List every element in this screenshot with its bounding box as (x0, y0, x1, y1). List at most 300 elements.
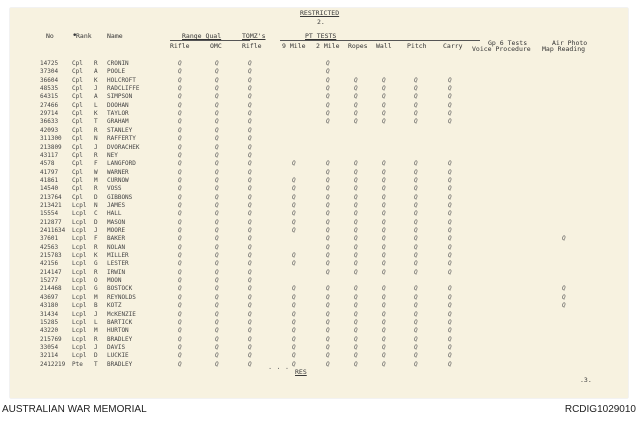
surname: MOORE (107, 227, 126, 234)
qualified-mark-nine: Q (292, 193, 296, 201)
qualified-mark-two: Q (326, 352, 330, 360)
surname: GIBBONS (107, 193, 133, 201)
qualified-mark-carry: Q (448, 352, 452, 360)
table-row (10, 110, 628, 118)
qualified-mark-pitch: Q (414, 310, 418, 318)
qualified-mark-pitch: Q (414, 93, 418, 101)
qualified-mark-omc: Q (215, 260, 219, 268)
col-header-map-reading: Map Reading (542, 45, 586, 53)
qualified-mark-tomz: Q (248, 160, 252, 168)
qualified-mark-omc: Q (215, 343, 219, 351)
qualified-mark-two: Q (326, 193, 330, 201)
qualified-mark-ropes: Q (354, 185, 358, 193)
surname: KOTZ (107, 302, 122, 310)
rank: Lcpl (72, 285, 87, 293)
qualified-mark-wall: Q (382, 293, 386, 301)
qualified-mark-rifle: Q (178, 218, 182, 226)
qualified-mark-pitch: Q (414, 360, 418, 368)
initial: F (94, 160, 98, 168)
qualified-mark-pitch: Q (414, 268, 418, 276)
qualified-mark-pitch: Q (414, 227, 418, 234)
qualified-mark-two: Q (326, 101, 330, 109)
document-sheet (10, 8, 628, 398)
qualified-mark-ropes: Q (354, 352, 358, 360)
surname: McKENZIE (107, 310, 136, 318)
qualified-mark-wall: Q (382, 252, 386, 260)
qualified-mark-ropes: Q (354, 243, 358, 251)
table-row (10, 361, 628, 369)
qualified-mark-carry: Q (448, 118, 452, 126)
table-row (10, 219, 628, 227)
qualified-mark-two: Q (326, 110, 330, 118)
qualified-mark-rifle: Q (178, 135, 182, 143)
qualified-mark-carry: Q (448, 193, 452, 201)
qualified-mark-carry: Q (448, 243, 452, 251)
surname: SIMPSON (107, 93, 133, 101)
qualified-mark-pitch: Q (414, 118, 418, 126)
qualified-mark-map: Q (562, 293, 566, 301)
table-row (10, 127, 628, 135)
surname: MASON (107, 218, 126, 226)
qualified-mark-carry: Q (448, 168, 452, 176)
rank: Cpl (72, 193, 83, 201)
service-number: 4578 (40, 160, 55, 168)
initial: M (94, 293, 98, 301)
qualified-mark-carry: Q (448, 360, 452, 368)
initial: R (94, 126, 98, 134)
qualified-mark-nine: Q (292, 160, 296, 168)
col-header-rank: Rank (76, 32, 92, 40)
qualified-mark-wall: Q (382, 185, 386, 193)
qualified-mark-omc: Q (215, 360, 219, 368)
qualified-mark-tomz: Q (248, 310, 252, 318)
qualified-mark-omc: Q (215, 68, 219, 76)
qualified-mark-omc: Q (215, 335, 219, 343)
qualified-mark-omc: Q (215, 310, 219, 318)
qualified-mark-ropes: Q (354, 118, 358, 126)
qualified-mark-omc: Q (215, 168, 219, 176)
qualified-mark-rifle: Q (178, 360, 182, 368)
initial: T (94, 118, 98, 126)
qualified-mark-omc: Q (215, 176, 219, 184)
qualified-mark-ropes: Q (354, 201, 358, 209)
initial: A (94, 93, 98, 101)
qualified-mark-ropes: Q (354, 318, 358, 326)
surname: LESTER (107, 260, 129, 268)
qualified-mark-omc: Q (215, 210, 219, 218)
col-header-tomz: TOMZ's (242, 32, 266, 40)
qualified-mark-ropes: Q (354, 343, 358, 351)
col-header-air-photo: Air Photo (552, 39, 588, 47)
rank: Lcpl (72, 302, 87, 310)
qualified-mark-omc: Q (215, 352, 219, 360)
rank: Lcpl (72, 252, 87, 260)
initial: F (94, 235, 98, 243)
table-row (10, 311, 628, 319)
table-row (10, 185, 628, 193)
qualified-mark-ropes: Q (354, 260, 358, 268)
rank: Pte (72, 360, 83, 368)
rank: Lcpl (72, 335, 87, 343)
rank: Cpl (72, 110, 83, 118)
qualified-mark-ropes: Q (354, 285, 358, 293)
qualified-mark-pitch: Q (414, 335, 418, 343)
initial: J (94, 85, 98, 93)
qualified-mark-nine: Q (292, 218, 296, 226)
surname: HALL (107, 210, 122, 218)
qualified-mark-carry: Q (448, 327, 452, 335)
qualified-mark-pitch: Q (414, 160, 418, 168)
qualified-mark-rifle: Q (178, 343, 182, 351)
qualified-mark-ropes: Q (354, 293, 358, 301)
qualified-mark-two: Q (326, 335, 330, 343)
qualified-mark-omc: Q (215, 218, 219, 226)
qualified-mark-wall: Q (382, 335, 386, 343)
qualified-mark-two: Q (326, 268, 330, 276)
service-number: 42563 (40, 243, 59, 251)
qualified-mark-two: Q (326, 160, 330, 168)
qualified-mark-rifle: Q (178, 143, 182, 151)
service-number: 42093 (40, 126, 59, 134)
qualified-mark-rifle: Q (178, 193, 182, 201)
table-row (10, 244, 628, 252)
col-header-two-mile: 2 Mile (316, 42, 340, 50)
qualified-mark-tomz: Q (248, 68, 252, 76)
qualified-mark-pitch: Q (414, 235, 418, 243)
qualified-mark-ropes: Q (354, 193, 358, 201)
qualified-mark-nine: Q (292, 310, 296, 318)
qualified-mark-carry: Q (448, 285, 452, 293)
qualified-mark-wall: Q (382, 327, 386, 335)
qualified-mark-two: Q (326, 360, 330, 368)
table-row (10, 269, 628, 277)
rank: Lcpl (72, 243, 87, 251)
qualified-mark-wall: Q (382, 168, 386, 176)
col-header-rifle: Rifle (170, 42, 190, 50)
surname: HOLCROFT (107, 76, 136, 84)
rank: Lcpl (72, 260, 87, 268)
qualified-mark-wall: Q (382, 360, 386, 368)
qualified-mark-tomz: Q (248, 143, 252, 151)
qualified-mark-two: Q (326, 293, 330, 301)
surname: VOSS (107, 185, 122, 193)
qualified-mark-wall: Q (382, 268, 386, 276)
service-number: 43117 (40, 151, 59, 159)
qualified-mark-omc: Q (215, 277, 219, 285)
initial: N (94, 135, 98, 143)
qualified-mark-tomz: Q (248, 302, 252, 310)
qualified-mark-pitch: Q (414, 85, 418, 93)
qualified-mark-omc: Q (215, 235, 219, 243)
qualified-mark-omc: Q (215, 118, 219, 126)
qualified-mark-two: Q (326, 243, 330, 251)
rank: Lcpl (72, 310, 87, 318)
qualified-mark-two: Q (326, 218, 330, 226)
qualified-mark-carry: Q (448, 210, 452, 218)
qualified-mark-two: Q (326, 302, 330, 310)
qualified-mark-two: Q (326, 201, 330, 209)
qualified-mark-carry: Q (448, 101, 452, 109)
qualified-mark-carry: Q (448, 110, 452, 118)
initial: R (94, 60, 98, 67)
qualified-mark-rifle: Q (178, 201, 182, 209)
qualified-mark-tomz: Q (248, 118, 252, 126)
initial: C (94, 210, 98, 218)
table-row (10, 202, 628, 210)
qualified-mark-ropes: Q (354, 268, 358, 276)
surname: DAVIS (107, 343, 126, 351)
qualified-mark-pitch: Q (414, 218, 418, 226)
qualified-mark-map: Q (562, 285, 566, 293)
qualified-mark-two: Q (326, 210, 330, 218)
initial: K (94, 252, 98, 260)
qualified-mark-omc: Q (215, 93, 219, 101)
surname: MILLER (107, 252, 129, 260)
surname: REYNOLDS (107, 293, 136, 301)
qualified-mark-carry: Q (448, 302, 452, 310)
qualified-mark-two: Q (326, 168, 330, 176)
qualified-mark-tomz: Q (248, 201, 252, 209)
qualified-mark-tomz: Q (248, 110, 252, 118)
qualified-mark-carry: Q (448, 85, 452, 93)
service-number: 37601 (40, 235, 59, 243)
rank: Cpl (72, 93, 83, 101)
col-header-omc: OMC (210, 42, 222, 50)
qualified-mark-nine: Q (292, 302, 296, 310)
qualified-mark-rifle: Q (178, 176, 182, 184)
qualified-mark-two: Q (326, 176, 330, 184)
qualified-mark-tomz: Q (248, 343, 252, 351)
qualified-mark-tomz: Q (248, 85, 252, 93)
table-row (10, 294, 628, 302)
qualified-mark-carry: Q (448, 185, 452, 193)
table-row (10, 210, 628, 218)
qualified-mark-ropes: Q (354, 310, 358, 318)
service-number: 2411634 (40, 227, 66, 234)
rank: Lcpl (72, 201, 87, 209)
qualified-mark-omc: Q (215, 185, 219, 193)
rank: Cpl (72, 176, 83, 184)
qualified-mark-carry: Q (448, 76, 452, 84)
qualified-mark-wall: Q (382, 176, 386, 184)
surname: BARTICK (107, 318, 133, 326)
qualified-mark-omc: Q (215, 76, 219, 84)
rank: Cpl (72, 60, 83, 67)
qualified-mark-tomz: Q (248, 60, 252, 67)
qualified-mark-nine: Q (292, 318, 296, 326)
qualified-mark-nine: Q (292, 201, 296, 209)
qualified-mark-ropes: Q (354, 327, 358, 335)
qualified-mark-pitch: Q (414, 168, 418, 176)
pt-tests-rule (280, 40, 480, 41)
qualified-mark-tomz: Q (248, 76, 252, 84)
service-number: 32114 (40, 352, 59, 360)
qualified-mark-rifle: Q (178, 252, 182, 260)
table-row (10, 77, 628, 85)
qualified-mark-ropes: Q (354, 235, 358, 243)
qualified-mark-ropes: Q (354, 176, 358, 184)
surname: DOOHAN (107, 101, 129, 109)
rank: Lcpl (72, 218, 87, 226)
qualified-mark-ropes: Q (354, 76, 358, 84)
qualified-mark-tomz: Q (248, 227, 252, 234)
qualified-mark-pitch: Q (414, 302, 418, 310)
service-number: 213421 (40, 201, 62, 209)
table-row (10, 277, 628, 285)
qualified-mark-tomz: Q (248, 327, 252, 335)
punch-hole-icon: • (72, 31, 78, 41)
surname: POOLE (107, 68, 126, 76)
col-header-pitch: Pitch (407, 42, 427, 50)
qualified-mark-wall: Q (382, 76, 386, 84)
surname: NEY (107, 151, 118, 159)
service-number: 43180 (40, 302, 59, 310)
service-number: 37304 (40, 68, 59, 76)
qualified-mark-pitch: Q (414, 243, 418, 251)
qualified-mark-wall: Q (382, 218, 386, 226)
table-row (10, 302, 628, 310)
qualified-mark-wall: Q (382, 302, 386, 310)
initial: L (94, 101, 98, 109)
qualified-mark-omc: Q (215, 327, 219, 335)
qualified-mark-nine: Q (292, 260, 296, 268)
surname: GRAHAM (107, 118, 129, 126)
qualified-mark-pitch: Q (414, 110, 418, 118)
rank: Lcpl (72, 277, 87, 285)
surname: BRADLEY (107, 335, 133, 343)
qualified-mark-tomz: Q (248, 126, 252, 134)
qualified-mark-two: Q (326, 318, 330, 326)
qualified-mark-tomz: Q (248, 293, 252, 301)
surname: LANGFORD (107, 160, 136, 168)
qualified-mark-two: Q (326, 310, 330, 318)
rank: Cpl (72, 85, 83, 93)
initial: D (94, 352, 98, 360)
qualified-mark-omc: Q (215, 60, 219, 67)
qualified-mark-carry: Q (448, 293, 452, 301)
qualified-mark-tomz: Q (248, 335, 252, 343)
qualified-mark-rifle: Q (178, 268, 182, 276)
qualified-mark-wall: Q (382, 235, 386, 243)
qualified-mark-ropes: Q (354, 252, 358, 260)
service-number: 215783 (40, 252, 62, 260)
qualified-mark-omc: Q (215, 160, 219, 168)
rank: Cpl (72, 168, 83, 176)
initial: R (94, 185, 98, 193)
rank: Cpl (72, 151, 83, 159)
qualified-mark-rifle: Q (178, 60, 182, 67)
qualified-mark-carry: Q (448, 176, 452, 184)
initial: K (94, 76, 98, 84)
surname: STANLEY (107, 126, 133, 134)
qualified-mark-pitch: Q (414, 327, 418, 335)
qualified-mark-rifle: Q (178, 260, 182, 268)
service-number: 311300 (40, 135, 62, 143)
initial: W (94, 168, 98, 176)
qualified-mark-nine: Q (292, 293, 296, 301)
qualified-mark-pitch: Q (414, 201, 418, 209)
qualified-mark-ropes: Q (354, 302, 358, 310)
qualified-mark-two: Q (326, 235, 330, 243)
qualified-mark-nine: Q (292, 210, 296, 218)
qualified-mark-pitch: Q (414, 210, 418, 218)
rank: Lcpl (72, 327, 87, 335)
service-number: 15285 (40, 318, 59, 326)
initial: J (94, 227, 98, 234)
qualified-mark-rifle: Q (178, 335, 182, 343)
initial: N (94, 201, 98, 209)
initial: D (94, 193, 98, 201)
col-header-nine-mile: 9 Mile (282, 42, 306, 50)
footer-record-id: RCDIG1029010 (564, 404, 636, 415)
qualified-mark-two: Q (326, 260, 330, 268)
table-row (10, 102, 628, 110)
qualified-mark-carry: Q (448, 335, 452, 343)
service-number: 41861 (40, 176, 59, 184)
qualified-mark-two: Q (326, 68, 330, 76)
qualified-mark-two: Q (326, 93, 330, 101)
qualified-mark-tomz: Q (248, 318, 252, 326)
qualified-mark-two: Q (326, 185, 330, 193)
qualified-mark-tomz: Q (248, 268, 252, 276)
table-row (10, 177, 628, 185)
table-row (10, 68, 628, 76)
qualified-mark-rifle: Q (178, 227, 182, 234)
qualified-mark-omc: Q (215, 252, 219, 260)
roll-table (10, 60, 628, 370)
service-number: 15554 (40, 210, 59, 218)
surname: BRADLEY (107, 360, 133, 368)
qualified-mark-wall: Q (382, 110, 386, 118)
col-header-carry: Carry (443, 42, 463, 50)
service-number: 14540 (40, 185, 59, 193)
surname: MOON (107, 277, 122, 285)
qualified-mark-rifle: Q (178, 160, 182, 168)
qualified-mark-rifle: Q (178, 327, 182, 335)
qualified-mark-rifle: Q (178, 235, 182, 243)
qualified-mark-omc: Q (215, 285, 219, 293)
qualified-mark-carry: Q (448, 93, 452, 101)
qualified-mark-nine: Q (292, 176, 296, 184)
rank: Cpl (72, 76, 83, 84)
surname: NOLAN (107, 243, 126, 251)
qualified-mark-pitch: Q (414, 185, 418, 193)
qualified-mark-carry: Q (448, 318, 452, 326)
initial: M (94, 327, 98, 335)
qualified-mark-wall: Q (382, 352, 386, 360)
rank: Lcpl (72, 343, 87, 351)
qualified-mark-two: Q (326, 252, 330, 260)
col-header-gp6: Gp 6 Tests (488, 39, 528, 47)
qualified-mark-tomz: Q (248, 151, 252, 159)
table-row (10, 235, 628, 243)
service-number: 43220 (40, 327, 59, 335)
table-row (10, 169, 628, 177)
qualified-mark-wall: Q (382, 93, 386, 101)
table-row (10, 160, 628, 168)
initial: T (94, 360, 98, 368)
service-number: 14725 (40, 60, 59, 67)
qualified-mark-tomz: Q (248, 193, 252, 201)
qualified-mark-tomz: Q (248, 260, 252, 268)
qualified-mark-carry: Q (448, 160, 452, 168)
qualified-mark-map: Q (562, 302, 566, 310)
qualified-mark-rifle: Q (178, 185, 182, 193)
qualified-mark-rifle: Q (178, 293, 182, 301)
qualified-mark-tomz: Q (248, 185, 252, 193)
service-number: 214468 (40, 285, 62, 293)
table-row (10, 327, 628, 335)
